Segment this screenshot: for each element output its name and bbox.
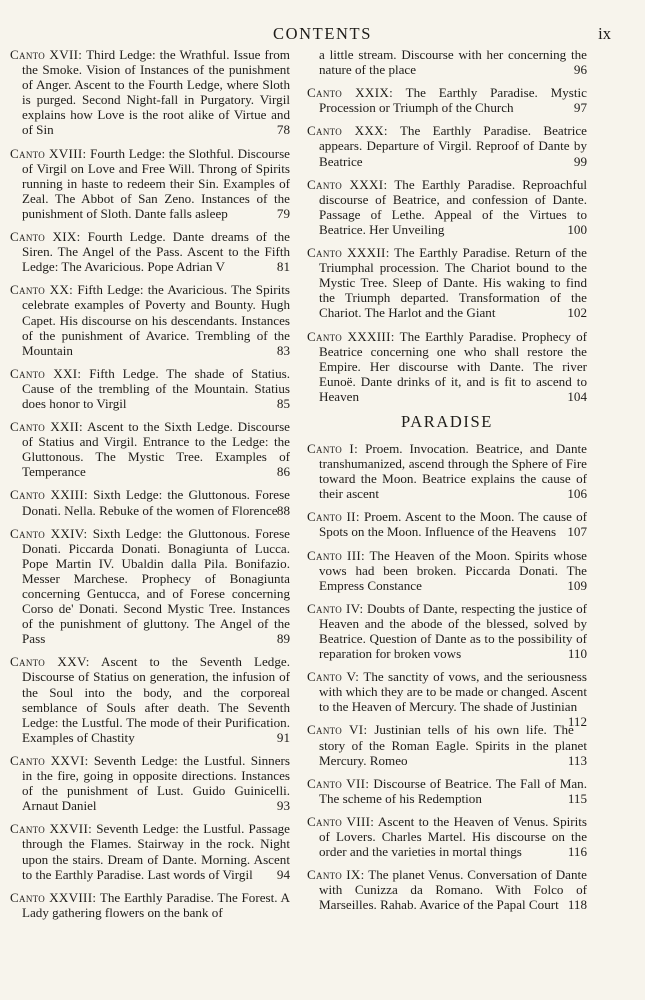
toc-entry: Canto IV: Doubts of Dante, respecting the justice of Heaven and the abode of the blessed, solved by Beatrice. Question of Dante as to the possibility of reparation for broken vows 110 (307, 600, 587, 662)
toc-entry: Canto XX: Fifth Ledge: the Avaricious. The Spirits celebrate examples of Poverty and Bounty. Hugh Capet. His discourse on his descendants. Instances of the punishment of Avarice. Trembling of the Mountain 83 (10, 282, 291, 358)
toc-entry: Canto XXVI: Seventh Ledge: the Lustful. Sinners in the fire, going in opposite directions. Instances of the punishment of Lust. Guido Guinicelli. Arnaut Daniel 93 (10, 752, 290, 814)
toc-entry: Canto V: The sanctity of vows, and the seriousness with which they are to be made or changed. Ascent to the Heaven of Mercury. The shade of Justinian 112 (307, 669, 587, 730)
toc-entry: Canto XVIII: Fourth Ledge: the Slothful. Discourse of Virgil on Love and Free Will. Throng of Spirits running in haste to redeem their Sin. Examples of Zeal. The Abbot of San Zeno. Instances of the punishment of Sloth. Dante falls asleep 79 (10, 145, 290, 221)
toc-entry: Canto XXIX: The Earthly Paradise. Mystic Procession or Triumph of the Church 97 (307, 85, 587, 116)
toc-entry: Canto XXXI: The Earthly Paradise. Reproachful discourse of Beatrice, and confession of Dante. Passage of Lethe. Appeal of the Virtues to Beatrice. Her Unveiling 100 (307, 176, 587, 237)
toc-entry: Canto VII: Discourse of Beatrice. The Fall of Man. The scheme of his Redemption 115 (307, 775, 587, 806)
toc-entry: Canto XXIII: Sixth Ledge: the Gluttonous. Forese Donati. Nella. Rebuke of the women of Florence 88 (10, 487, 290, 518)
page-title: CONTENTS (273, 24, 372, 43)
toc-entry: Canto VIII: Ascent to the Heaven of Venus. Spirits of Lovers. Charles Martel. His discourse on the order and the varieties in mortal things 116 (307, 813, 587, 860)
toc-entry: Canto XXII: Ascent to the Sixth Ledge. Discourse of Statius and Virgil. Entrance to the Ledge: the Gluttonous. The Mystic Tree. Examples of Temperance 86 (10, 419, 290, 480)
toc-entry: Canto II: Proem. Ascent to the Moon. The cause of Spots on the Moon. Influence of the Heavens 107 (307, 509, 588, 540)
toc-entry-continuation: a little stream. Discourse with her concerning the nature of the place 96 (319, 47, 587, 78)
toc-entry: Canto XXIV: Sixth Ledge: the Gluttonous. Forese Donati. Piccarda Donati. Bonagiunta of Lucca. Pope Martin IV. Ubaldin dalla Pila. Bonifazio. Messer Marchese. Prophecy of Bonagiunta concerning Gentucca, and of Forese concerning Corso de' Donati. Second Mystic Tree. Instances of the punishment of gluttony. The Angel of the Pass 89 (10, 525, 290, 647)
toc-entry: Canto XXX: The Earthly Paradise. Beatrice appears. Departure of Virgil. Reproof of Dante by Beatrice 99 (307, 123, 587, 169)
toc-entry: Canto XVII: Third Ledge: the Wrathful. Issue from the Smoke. Vision of Instances of the punishment of Anger. Ascent to the Fourth Ledge, where Sloth is purged. Second Night-fall in Purgatory. Virgil explains how Love is the root alike of Virtue and of Sin 78 (10, 47, 290, 138)
toc-entry: Canto I: Proem. Invocation. Beatrice, and Dante transhumanized, ascend through the Sphere of Fire toward the Moon. Beatrice explains the cause of their ascent 106 (307, 440, 587, 502)
toc-entry: Canto XXVII: Seventh Ledge: the Lustful. Passage through the Flames. Stairway in the rock. Night upon the stairs. Dream of Dante. Morning. Ascent to the Earthly Paradise. Last words of Virgil 94 (10, 821, 290, 882)
toc-entry: Canto XIX: Fourth Ledge. Dante dreams of the Siren. The Angel of the Pass. Ascent to the Fifth Ledge: The Avaricious. Pope Adrian V 81 (10, 229, 290, 275)
toc-entry: Canto XXV: Ascent to the Seventh Ledge. Discourse of Statius on generation, the infusion of the Soul into the body, and the corporeal semblance of Souls after death. The Seventh Ledge: the Lustful. The mode of their Purification. Examples of Chastity 91 (10, 654, 290, 745)
toc-entry: Canto III: The Heaven of the Moon. Spirits whose vows had been broken. Piccarda Donati. The Empress Constance 109 (307, 547, 587, 593)
page-header (0, 24, 645, 44)
left-column (10, 47, 290, 928)
page-number: ix (598, 24, 611, 43)
toc-entry: Canto XXI: Fifth Ledge. The shade of Statius. Cause of the trembling of the Mountain. Statius does honor to Virgil 85 (10, 365, 290, 411)
toc-entry: Canto VI: Justinian tells of his own life. The story of the Roman Eagle. Spirits in the planet Mercury. Romeo 113 (307, 722, 587, 768)
right-column (307, 47, 587, 921)
section-heading-paradise: PARADISE (401, 411, 493, 431)
toc-entry: Canto XXXIII: The Earthly Paradise. Prophecy of Beatrice concerning one who shall restore the Empire. Her discourse with Dante. The river Eunoë. Dante drinks of it, and is fit to ascend to Heaven 104 (307, 328, 588, 404)
toc-entry: Canto XXVIII: The Earthly Paradise. The Forest. A Lady gathering flowers on the bank of (10, 889, 290, 920)
toc-entry: Canto XXXII: The Earthly Paradise. Return of the Triumphal procession. The Chariot bound to the Mystic Tree. Sleep of Dante. His waking to find the Triumph departed. Transformation of the Chariot. The Harlot and the Giant 102 (307, 245, 587, 321)
toc-entry: Canto IX: The planet Venus. Conversation of Dante with Cunizza da Romano. With Folco of Marseilles. Rahab. Avarice of the Papal Court 118 (307, 867, 587, 913)
